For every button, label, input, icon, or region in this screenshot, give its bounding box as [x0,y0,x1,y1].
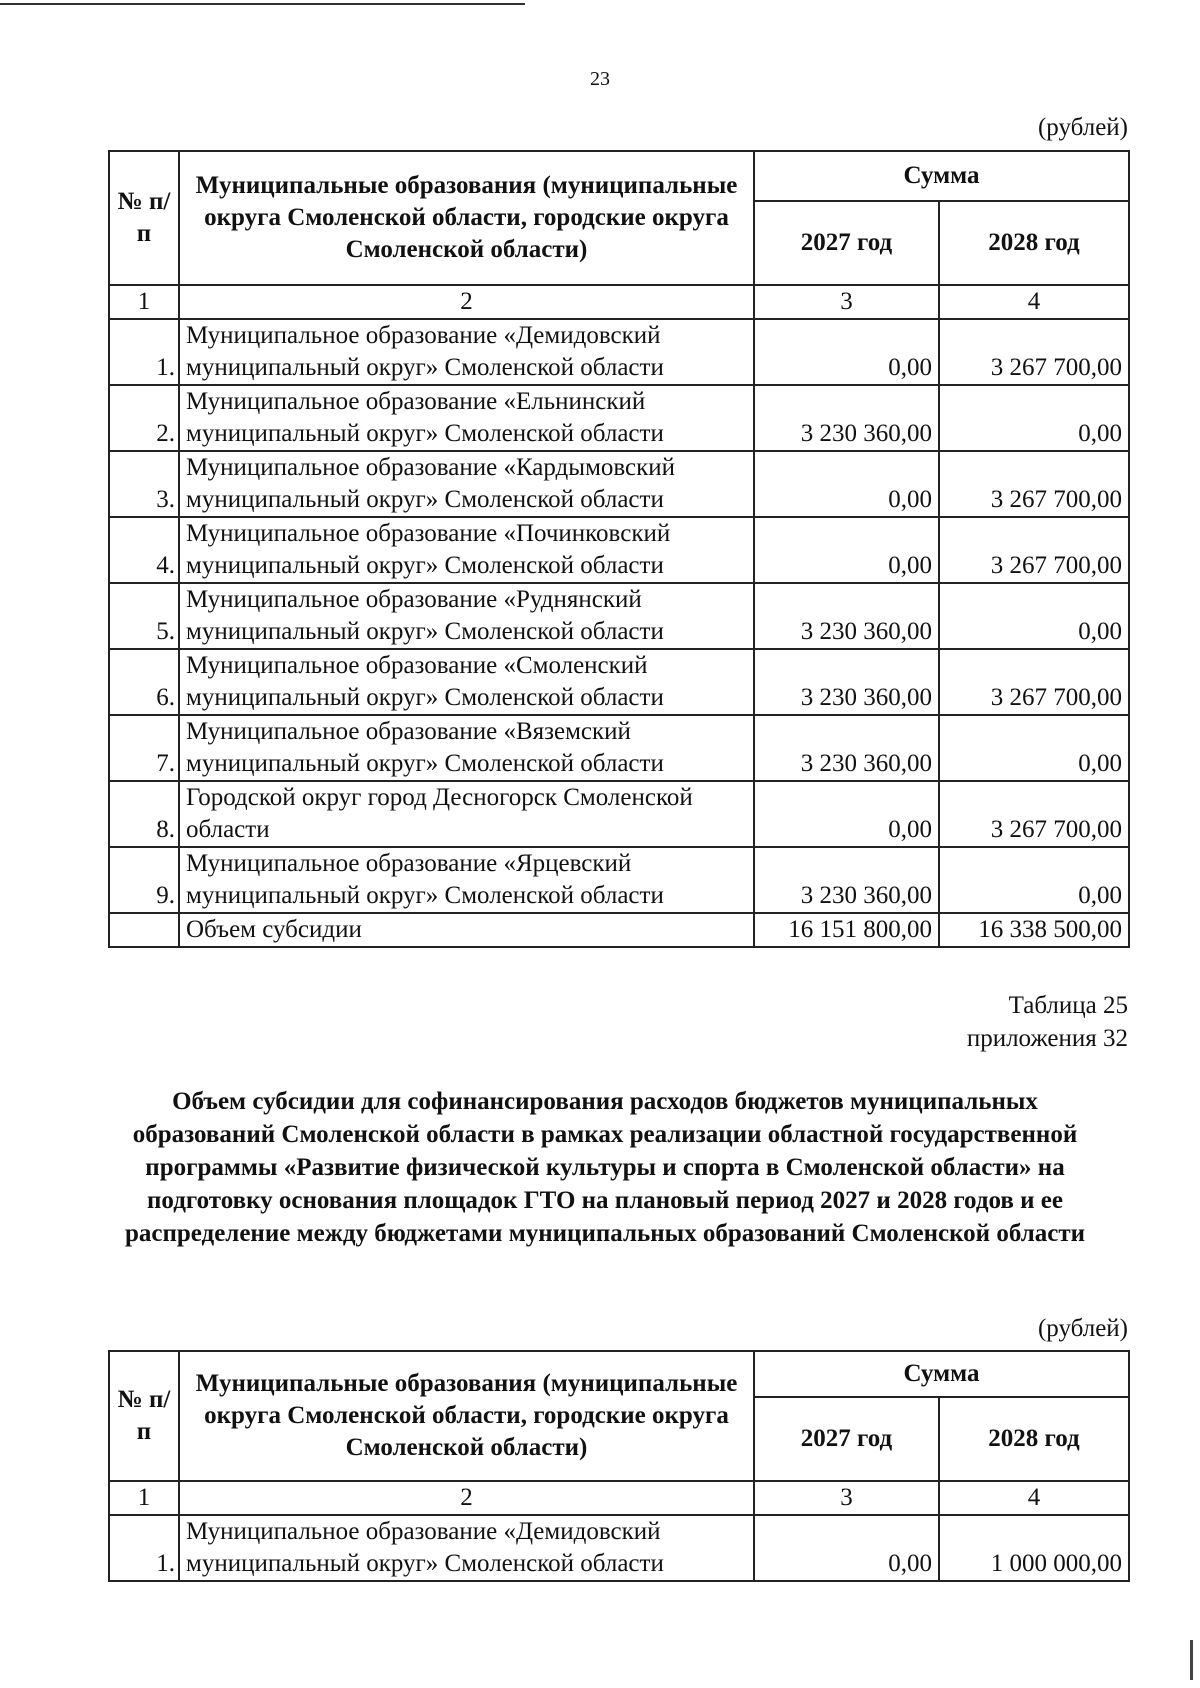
table-row [109,781,1129,847]
appendix-label: приложения 32 [966,1024,1128,1052]
row-value-2028: 0,00 [939,847,1129,913]
row-municipality-name: Муниципальное образование «Смоленский муниципальный округ» Смоленской области [179,649,754,715]
header-year-2028: 2028 год [939,201,1129,285]
header-num: № п/п [109,151,179,285]
unit-label: (рублей) [1037,114,1128,141]
row-value-2027: 3 230 360,00 [754,583,939,649]
row-number: 1. [109,1515,179,1581]
table-number-label: Таблица 25 [1008,992,1128,1019]
top-border-line [0,3,525,5]
row-value-2027: 3 230 360,00 [754,385,939,451]
header-sum: Сумма [754,1351,1129,1397]
table-caption [967,990,1128,1055]
row-number: 8. [109,781,179,847]
row-number: 9. [109,847,179,913]
row-number: 7. [109,715,179,781]
row-municipality-name: Муниципальное образование «Вяземский муниципальный округ» Смоленской области [179,715,754,781]
row-municipality-name: Городской округ город Десногорск Смоленской области [179,781,754,847]
column-index: 4 [939,1481,1129,1515]
row-value-2028: 0,00 [939,715,1129,781]
row-value-2028: 3 267 700,00 [939,517,1129,583]
row-value-2028: 0,00 [939,583,1129,649]
row-municipality-name: Муниципальное образование «Ельнинский муниципальный округ» Смоленской области [179,385,754,451]
scan-edge-mark [1190,1640,1193,1680]
column-index: 1 [109,1481,179,1515]
column-index: 2 [179,285,754,319]
row-municipality-name: Муниципальное образование «Ярцевский муниципальный округ» Смоленской области [179,847,754,913]
row-number: 4. [109,517,179,583]
row-value-2027: 3 230 360,00 [754,715,939,781]
row-number: 6. [109,649,179,715]
row-number: 3. [109,451,179,517]
row-municipality-name: Муниципальное образование «Демидовский муниципальный округ» Смоленской области [179,1515,754,1581]
table-row [109,715,1129,781]
row-value-2027: 0,00 [754,1515,939,1581]
total-value-2028: 16 338 500,00 [939,913,1129,947]
table-row [109,451,1129,517]
column-index: 4 [939,285,1129,319]
page-number: 23 [590,68,610,90]
total-label: Объем субсидии [179,913,754,947]
column-index: 3 [754,285,939,319]
row-value-2027: 0,00 [754,517,939,583]
row-number: 5. [109,583,179,649]
section-heading: Объем субсидии для софинансирования расходов бюджетов муниципальных образований Смоленской области в рамках реализации областной государственной программы «Развитие физической культуры и спорта в Смоленской области» на подготовку основания площадок ГТО на плановый период 2027 и 2028 годов и ее распределение между бюджетами муниципальных образований Смоленской области [124,1088,1086,1247]
row-value-2028: 3 267 700,00 [939,451,1129,517]
row-number: 1. [109,319,179,385]
row-value-2028: 3 267 700,00 [939,649,1129,715]
header-year-2027: 2027 год [754,201,939,285]
row-municipality-name: Муниципальное образование «Руднянский муниципальный округ» Смоленской области [179,583,754,649]
row-number: 2. [109,385,179,451]
table-row [109,649,1129,715]
row-value-2028: 1 000 000,00 [939,1515,1129,1581]
row-value-2027: 0,00 [754,781,939,847]
row-value-2028: 0,00 [939,385,1129,451]
header-year-2027: 2027 год [754,1397,939,1481]
table-row [109,583,1129,649]
column-index: 2 [179,1481,754,1515]
table-row [109,847,1129,913]
header-municipality: Муниципальные образования (муниципальные округа Смоленской области, городские округа Смоленской области) [179,1351,754,1481]
header-num: № п/п [109,1351,179,1481]
row-municipality-name: Муниципальное образование «Починковский муниципальный округ» Смоленской области [179,517,754,583]
table-row [109,517,1129,583]
subsidy-table-2 [108,1350,1130,1582]
column-index: 3 [754,1481,939,1515]
row-value-2027: 0,00 [754,451,939,517]
row-value-2027: 3 230 360,00 [754,649,939,715]
unit-label-2: (рублей) [1037,1315,1128,1342]
subsidy-table-1 [108,150,1130,948]
row-value-2027: 3 230 360,00 [754,847,939,913]
row-value-2027: 0,00 [754,319,939,385]
table-row [109,1515,1129,1581]
row-value-2028: 3 267 700,00 [939,781,1129,847]
header-sum: Сумма [754,151,1129,201]
header-municipality: Муниципальные образования (муниципальные округа Смоленской области, городские округа Смоленской области) [179,151,754,285]
row-municipality-name: Муниципальное образование «Демидовский муниципальный округ» Смоленской области [179,319,754,385]
table-row [109,385,1129,451]
total-row [109,913,1129,947]
total-empty-cell [109,913,179,947]
column-index: 1 [109,285,179,319]
table-row [109,319,1129,385]
row-value-2028: 3 267 700,00 [939,319,1129,385]
row-municipality-name: Муниципальное образование «Кардымовский муниципальный округ» Смоленской области [179,451,754,517]
header-year-2028: 2028 год [939,1397,1129,1481]
total-value-2027: 16 151 800,00 [754,913,939,947]
